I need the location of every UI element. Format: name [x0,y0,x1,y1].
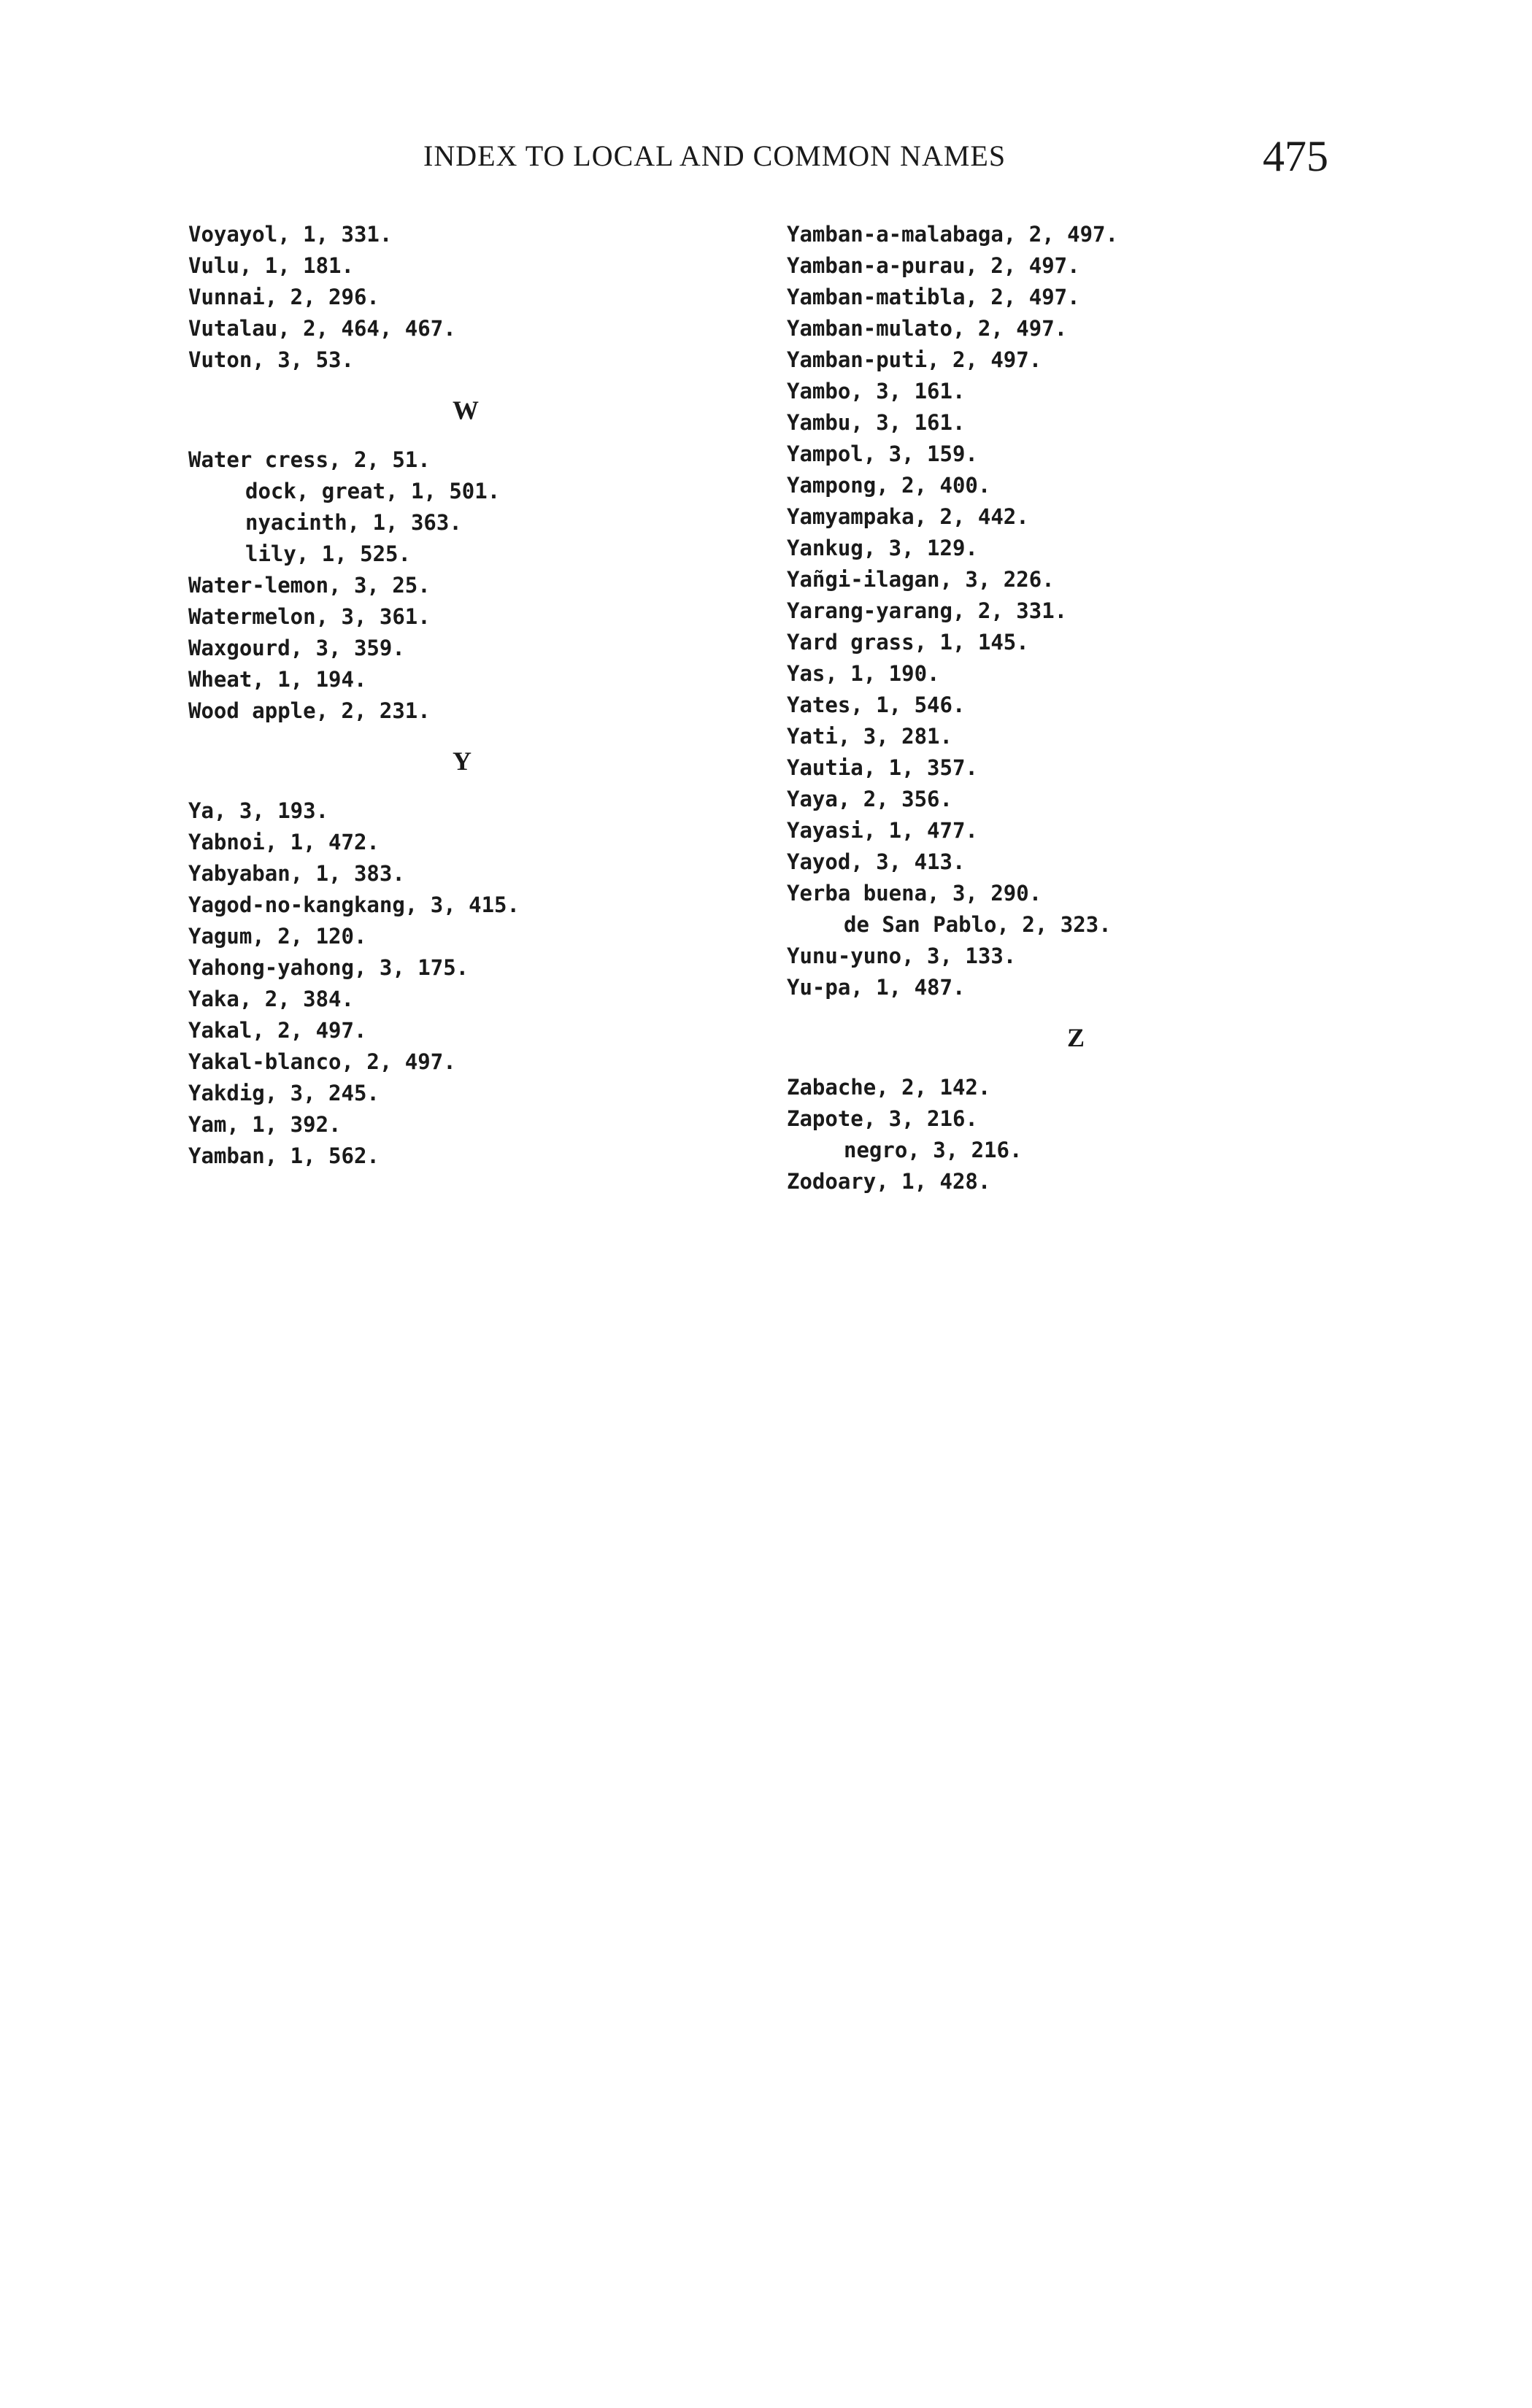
index-entry: Yamban-puti, 2, 497. [787,347,1042,372]
index-subentry: nyacinth, 1, 363. [245,510,462,535]
index-subentry: negro, 3, 216. [844,1138,1023,1162]
index-entry: Yati, 3, 281. [787,724,952,749]
index-entry: Yamban-a-purau, 2, 497. [787,253,1080,278]
index-entry: Watermelon, 3, 361. [188,604,431,629]
index-entry: Vulu, 1, 181. [188,253,354,278]
index-entry: Yarang-yarang, 2, 331. [787,598,1068,623]
index-entry: Yerba buena, 3, 290. [787,881,1042,906]
index-entry: Wheat, 1, 194. [188,667,367,692]
index-entry: Yamban-mulato, 2, 497. [787,316,1068,341]
index-entry: Waxgourd, 3, 359. [188,636,405,660]
page-header [423,131,1328,190]
page-number: 475 [1263,132,1328,180]
letter-heading: W [453,395,479,425]
running-head: INDEX TO LOCAL AND COMMON NAMES [423,139,1006,172]
index-entry: Vuton, 3, 53. [188,347,354,372]
index-entry: Yahong-yahong, 3, 175. [188,955,469,980]
index-entry: Yates, 1, 546. [787,692,966,717]
index-entry: Yard grass, 1, 145. [787,630,1029,655]
index-entry: Yamban-matibla, 2, 497. [787,285,1080,309]
index-entry: Yayod, 3, 413. [787,849,966,874]
index-subentry: de San Pablo, 2, 323. [844,912,1112,937]
index-entry: Wood apple, 2, 231. [188,698,431,723]
index-entry: Yañgi-ilagan, 3, 226. [787,567,1055,592]
index-entry: Zabache, 2, 142. [787,1075,991,1100]
index-entry: Water-lemon, 3, 25. [188,573,431,598]
index-entry: Yamban-a-malabaga, 2, 497. [787,222,1118,247]
index-entry: Yakal-blanco, 2, 497. [188,1049,456,1074]
index-entry: Yambo, 3, 161. [787,379,966,404]
index-entry: Vunnai, 2, 296. [188,285,380,309]
index-entry: Yambu, 3, 161. [787,410,966,435]
letter-heading: Z [1067,1023,1085,1052]
index-entry: Yakdig, 3, 245. [188,1081,380,1105]
index-entry: Yabyaban, 1, 383. [188,861,405,886]
index-entry: Yaka, 2, 384. [188,987,354,1011]
index-entry: Yampong, 2, 400. [787,473,991,498]
index-entry: Yabnoi, 1, 472. [188,830,380,854]
index-entry: Yakal, 2, 497. [188,1018,367,1043]
index-column-right [787,219,1371,1197]
index-entry: Yu-pa, 1, 487. [787,975,966,1000]
index-entry: Yamyampaka, 2, 442. [787,504,1029,529]
index-subentry: lily, 1, 525. [245,541,411,566]
index-entry: Yaya, 2, 356. [787,787,952,811]
index-entry: Water cress, 2, 51. [188,447,431,472]
index-subentry: dock, great, 1, 501. [245,479,501,503]
index-entry: Ya, 3, 193. [188,798,329,823]
letter-heading: Y [453,746,471,776]
index-entry: Yagod-no-kangkang, 3, 415. [188,892,520,917]
index-entry: Zodoary, 1, 428. [787,1169,991,1194]
index-entry: Yampol, 3, 159. [787,441,978,466]
index-entry: Voyayol, 1, 331. [188,222,393,247]
index-entry: Yagum, 2, 120. [188,924,367,949]
index-column-left [188,219,772,1172]
index-entry: Yankug, 3, 129. [787,536,978,560]
index-entry: Yautia, 1, 357. [787,755,978,780]
index-entry: Yunu-yuno, 3, 133. [787,943,1017,968]
index-entry: Zapote, 3, 216. [787,1106,978,1131]
index-entry: Yamban, 1, 562. [188,1143,380,1168]
index-entry: Yayasi, 1, 477. [787,818,978,843]
index-entry: Vutalau, 2, 464, 467. [188,316,456,341]
index-entry: Yas, 1, 190. [787,661,940,686]
index-entry: Yam, 1, 392. [188,1112,342,1137]
